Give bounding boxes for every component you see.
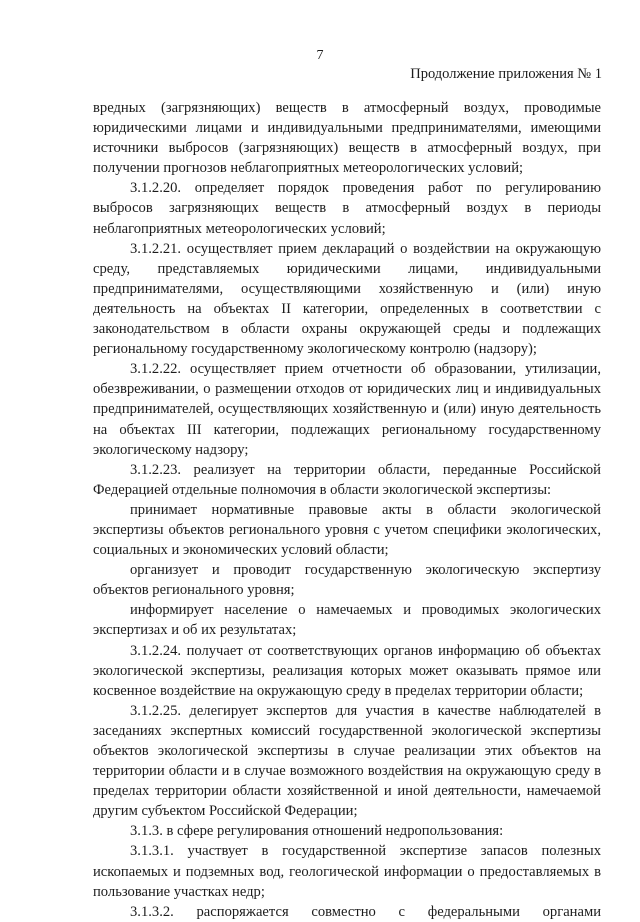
- appendix-continuation-note: Продолжение приложения № 1: [410, 66, 602, 82]
- paragraph: принимает нормативные правовые акты в области экологической экспертизы объектов регионального уровня с учетом специфики экологических, социальных и экономических условий области;: [93, 501, 601, 559]
- document-body: [93, 98, 601, 922]
- paragraph: информирует население о намечаемых и проводимых экологических экспертизах и об их результатах;: [93, 602, 601, 639]
- paragraph: 3.1.2.22. осуществляет прием отчетности об образовании, утилизации, обезвреживании, о размещении отходов от юридических лиц и индивидуальных предпринимателей, осуществляющих хозяйственную и (или) иную деятельность на объектах III категории, подлежащих региональному государственному экологическому надзору;: [93, 361, 601, 458]
- paragraph: 3.1.3. в сфере регулирования отношений недропользования:: [130, 823, 504, 840]
- paragraph: 3.1.3.2. распоряжается совместно с федеральными органами: [130, 903, 601, 920]
- paragraph: 3.1.3.1. участвует в государственной экспертизе запасов полезных ископаемых и подземных вод, геологической информации о предоставляемых в пользование участках недр;: [93, 843, 601, 900]
- paragraph: 3.1.2.21. осуществляет прием деклараций о воздействии на окружающую среду, представляемых юридическими лицами, индивидуальными предпринимателями, осуществляющими хозяйственную и (или) иную деятельность на объектах II категории, определенных в соответствии с законодательством в области охраны окружающей среды и подлежащих региональному государственному экологическому контролю (надзору);: [93, 240, 601, 358]
- page-number: 7: [316, 48, 324, 63]
- paragraph: 3.1.2.23. реализует на территории области, переданные Российской Федерацией отдельные полномочия в области экологической экспертизы:: [93, 461, 601, 498]
- paragraph: 3.1.2.25. делегирует экспертов для участия в качестве наблюдателей в заседаниях экспертных комиссий государственной экологической экспертизы объектов экологической экспертизы в случае реализации этих объектов на территории области и в случае возможного воздействия на окружающую среду в пределах территории области хозяйственной и иной деятельности, намечаемой другим субъектом Российской Федерации;: [93, 702, 601, 820]
- paragraph: 3.1.2.20. определяет порядок проведения работ по регулированию выбросов загрязняющих веществ в атмосферный воздух в периоды неблагоприятных метеорологических условий;: [93, 180, 601, 237]
- paragraph: организует и проводит государственную экологическую экспертизу объектов регионального уровня;: [93, 562, 601, 599]
- paragraph: 3.1.2.24. получает от соответствующих органов информацию об объектах экологической экспертизы, реализация которых может оказывать прямое или косвенное воздействие на окружающую среду в пределах территории области;: [93, 642, 601, 699]
- paragraph: вредных (загрязняющих) веществ в атмосферный воздух, проводимые юридическими лицами и индивидуальными предпринимателями, имеющими источники выбросов (загрязняющих) веществ в атмосферный воздух, при получении прогнозов неблагоприятных метеорологических условий;: [93, 100, 601, 177]
